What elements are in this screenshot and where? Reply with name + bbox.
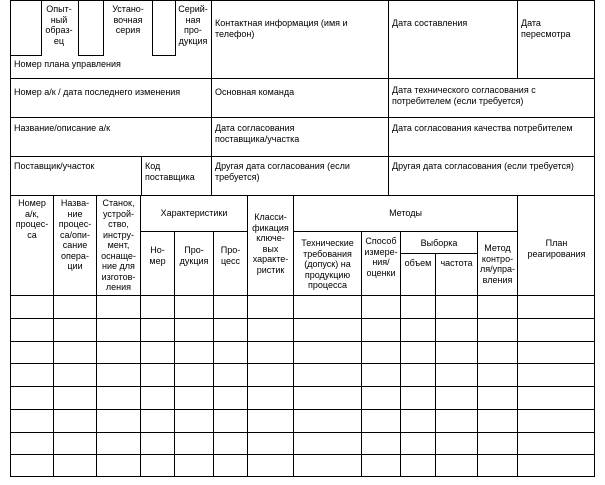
- table-row-divider: [10, 432, 595, 433]
- serial-label: Серий- ная про- дукция: [178, 4, 208, 46]
- supplier-approval-cell: Дата согласования поставщика/участка: [211, 117, 389, 157]
- other-approval-1-cell: Другая дата согласования (если требуется): [211, 156, 389, 196]
- customer-quality-approval-cell: Дата согласования качества потребителем: [388, 117, 595, 157]
- part-name-cell: Название/описание а/к: [10, 117, 212, 157]
- table-divider: [140, 195, 141, 477]
- other-approval-2-cell: Другая дата согласования (если требуется): [388, 156, 595, 196]
- col-spec-label: Технические требования (допуск) на продукцию процесса: [301, 238, 354, 290]
- date-revised-cell: Дата пересмотра: [517, 0, 595, 79]
- preproduction-label: Устано- вочная серия: [112, 4, 144, 35]
- table-row-divider: [10, 409, 595, 410]
- col-process-name-label: Назва- ние процес- са/опи- сание опера- ции: [58, 198, 92, 271]
- col-char-number-label: Но- мер: [149, 245, 166, 266]
- group-methods-label: Методы: [389, 208, 422, 218]
- table-divider: [400, 253, 477, 254]
- col-sample-freq-label: частота: [440, 258, 473, 268]
- group-sample-label: Выборка: [420, 238, 458, 248]
- table-row-divider: [10, 386, 595, 387]
- prototype-label: Опыт- ный образ- ец: [45, 4, 73, 46]
- table-row-divider: [10, 454, 595, 455]
- table-row-divider: [10, 341, 595, 342]
- contact-info-cell: Контактная информация (имя и телефон): [211, 0, 389, 79]
- preproduction-checkbox[interactable]: [78, 0, 104, 56]
- supplier-cell: Поставщик/участок: [10, 156, 142, 196]
- table-divider: [213, 231, 214, 477]
- col-classification-label: Класси- фикация ключе- вых характе- ристик: [252, 212, 289, 275]
- table-divider: [293, 231, 517, 232]
- col-sample-size-label: объем: [404, 258, 432, 268]
- serial-checkbox[interactable]: [152, 0, 176, 56]
- col-control-method-label: Метод контро- ля/упра- вления: [479, 243, 515, 285]
- part-number-cell: Номер а/к / дата последнего изменения: [10, 78, 212, 118]
- core-team-cell: Основная команда: [211, 78, 389, 118]
- table-divider: [174, 231, 175, 477]
- table-row-divider: [10, 318, 595, 319]
- date-created-cell: Дата составления: [388, 0, 518, 79]
- col-eval-label: Способ измере- ния/ оценки: [364, 236, 398, 278]
- col-char-product-label: Про- дукция: [179, 245, 209, 266]
- supplier-code-cell: Код поставщика: [141, 156, 212, 196]
- plan-number-label: Номер плана управления: [14, 59, 121, 69]
- table-divider: [435, 253, 436, 477]
- table-header-bottom: [10, 295, 595, 296]
- customer-eng-approval-cell: Дата технического согласования с потребителем (если требуется): [388, 78, 595, 118]
- col-machine-label: Станок, устрой- ство, инстру- мент, оснаще- ние для изготов- ления: [101, 198, 136, 292]
- table-divider: [140, 231, 247, 232]
- table-row-divider: [10, 363, 595, 364]
- col-process-number-label: Номер а/к, процес- са: [15, 198, 49, 240]
- col-char-process-label: Про- цесс: [220, 245, 241, 266]
- prototype-checkbox[interactable]: [10, 0, 42, 56]
- group-characteristics-label: Характеристики: [160, 208, 228, 218]
- col-reaction-plan-label: План реагирования: [527, 238, 586, 259]
